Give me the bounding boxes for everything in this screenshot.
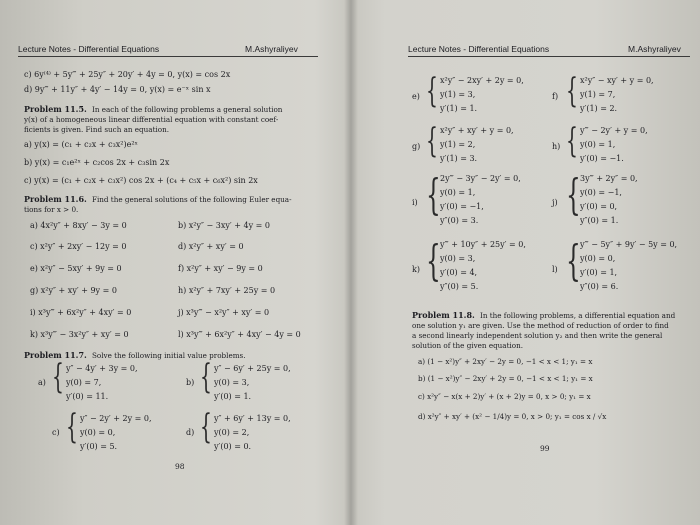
ivp-line: y′(0) = −1. — [580, 154, 624, 163]
ivp-label: d) — [186, 428, 195, 437]
p118-c: c) x²y″ − x(x + 2)y′ + (x + 2)y = 0, x > 0; y₁ = x — [418, 392, 591, 401]
ivp-line: y(0) = −1, — [580, 188, 622, 197]
ivp-label: l) — [552, 265, 558, 274]
right-page — [352, 0, 700, 525]
ivp-line: y(0) = 0, — [80, 428, 116, 437]
right-header-author: M.Ashyraliyev — [628, 44, 681, 54]
ivp-line: y″ − 4y′ + 3y = 0, — [66, 364, 138, 373]
euler-item: d) x²y″ + xy′ = 0 — [178, 242, 244, 251]
ivp-line: y′(0) = 1. — [214, 392, 252, 401]
page-number: 99 — [540, 444, 550, 453]
ivp-line: y′(0) = 5. — [80, 442, 118, 451]
p118-a: a) (1 − x²)y″ + 2xy′ − 2y = 0, −1 < x < 1; y₁ = x — [418, 357, 593, 366]
problem-11-5-text: y(x) of a homogeneous linear differential equation with constant coef- — [24, 115, 279, 124]
problem-11-8-text: one solution y₁ are given. Use the method of reduction of order to find — [412, 321, 669, 330]
brace-icon: { — [200, 357, 212, 397]
ivp-line: y‴ + 10y″ + 25y′ = 0, — [440, 240, 526, 249]
ivp-line: x²y″ + xy′ + y = 0, — [440, 126, 514, 135]
brace-icon: { — [566, 170, 581, 219]
ivp-line: y′(0) = 4, — [440, 268, 478, 277]
brace-icon: { — [426, 71, 438, 111]
ivp-line: y(0) = 3, — [440, 254, 476, 263]
problem-11-8-text: In the following problems, a differential equation and — [480, 311, 676, 320]
left-header-rule — [18, 56, 318, 57]
ivp-line: y″ − 2y′ + 2y = 0, — [80, 414, 152, 423]
ivp-line: y(1) = 3, — [440, 90, 476, 99]
problem-11-8-title: Problem 11.8. — [412, 310, 475, 320]
ivp-line: x²y″ − xy′ + y = 0, — [580, 76, 654, 85]
problem-11-5-text: In each of the following problems a general solution — [92, 105, 283, 114]
ivp-line: y′(1) = 2. — [580, 104, 618, 113]
euler-item: j) x³y‴ − x²y″ + xy′ = 0 — [178, 308, 270, 317]
ivp-label: i) — [412, 198, 418, 207]
left-header-title: Lecture Notes - Differential Equations — [18, 44, 160, 54]
ivp-label: k) — [412, 265, 420, 274]
ivp-line: y(0) = 2, — [214, 428, 250, 437]
right-header-rule — [408, 56, 690, 57]
ivp-line: y(0) = 1, — [440, 188, 476, 197]
ivp-line: y‴ − 2y′ + y = 0, — [580, 126, 648, 135]
ivp-line: y″ + 6y′ + 13y = 0, — [214, 414, 291, 423]
problem-11-6-text: tions for x > 0. — [24, 205, 79, 214]
ivp-line: 2y‴ − 3y″ − 2y′ = 0, — [440, 174, 521, 183]
p115-b: b) y(x) = c₁e²ˣ + c₂cos 2x + c₃sin 2x — [24, 158, 170, 167]
ivp-line: y′(0) = 0, — [580, 202, 618, 211]
euler-item: l) x³y‴ + 6x²y″ + 4xy′ − 4y = 0 — [178, 330, 301, 339]
brace-icon: { — [66, 407, 78, 447]
ivp-line: y(0) = 1, — [580, 140, 616, 149]
brace-icon: { — [566, 121, 578, 161]
p118-b: b) (1 − x²)y″ − 2xy′ + 2y = 0, −1 < x < 1; y₁ = x — [418, 374, 593, 383]
euler-item: f) x²y″ + xy′ − 9y = 0 — [178, 264, 263, 273]
problem-11-7-title: Problem 11.7. — [24, 350, 87, 360]
ivp-line: y′(0) = −1, — [440, 202, 484, 211]
ivp-line: y″(0) = 1. — [580, 216, 619, 225]
euler-item: e) x²y″ − 5xy′ + 9y = 0 — [30, 264, 122, 273]
ivp-line: y″(0) = 3. — [440, 216, 479, 225]
ivp-line: y′(1) = 3. — [440, 154, 478, 163]
euler-item: k) x³y‴ − 3x²y″ + xy′ = 0 — [30, 330, 129, 339]
ivp-label: g) — [412, 142, 421, 151]
ivp-line: y″(0) = 6. — [580, 282, 619, 291]
ivp-line: x²y″ − 2xy′ + 2y = 0, — [440, 76, 524, 85]
euler-item: c) x²y″ + 2xy′ − 12y = 0 — [30, 242, 127, 251]
ivp-line: y(0) = 7, — [66, 378, 102, 387]
brace-icon: { — [426, 121, 438, 161]
ivp-label: b) — [186, 378, 195, 387]
problem-11-6-title: Problem 11.6. — [24, 194, 87, 204]
ivp-label: c) — [52, 428, 60, 437]
problem-11-6-text: Find the general solutions of the following Euler equa- — [92, 195, 292, 204]
brace-icon: { — [566, 71, 578, 111]
problem-11-8-text: solution of the given equation. — [412, 341, 524, 350]
ivp-line: y″(0) = 5. — [440, 282, 479, 291]
brace-icon: { — [426, 170, 441, 219]
ivp-label: a) — [38, 378, 46, 387]
brace-icon: { — [426, 236, 441, 285]
ivp-line: y′(0) = 0. — [214, 442, 252, 451]
euler-item: h) x²y″ + 7xy′ + 25y = 0 — [178, 286, 276, 295]
ivp-label: h) — [552, 142, 561, 151]
ivp-label: f) — [552, 92, 559, 101]
ivp-line: y(0) = 0, — [580, 254, 616, 263]
ivp-line: y(1) = 2, — [440, 140, 476, 149]
p115-a: a) y(x) = (c₁ + c₂x + c₃x²)e²ˣ — [24, 140, 138, 149]
p115-c: c) y(x) = (c₁ + c₂x + c₃x²) cos 2x + (c₄ + c₅x + c₆x²) sin 2x — [24, 176, 258, 185]
p114-c: c) 6y⁽⁴⁾ + 5y‴ + 25y″ + 20y′ + 4y = 0, y(x) = cos 2x — [24, 70, 231, 79]
ivp-line: y(1) = 7, — [580, 90, 616, 99]
euler-item: i) x³y‴ + 6x²y″ + 4xy′ = 0 — [30, 308, 132, 317]
ivp-line: y′(1) = 1. — [440, 104, 478, 113]
brace-icon: { — [200, 407, 212, 447]
ivp-label: j) — [552, 198, 558, 207]
brace-icon: { — [566, 236, 581, 285]
ivp-line: 3y‴ + 2y″ = 0, — [580, 174, 638, 183]
right-header-title: Lecture Notes - Differential Equations — [408, 44, 550, 54]
page-number: 98 — [175, 462, 185, 471]
problem-11-5-title: Problem 11.5. — [24, 104, 87, 114]
ivp-label: e) — [412, 92, 420, 101]
ivp-line: y‴ − 5y″ + 9y′ − 5y = 0, — [580, 240, 678, 249]
problem-11-8-text: a second linearly independent solution y₂ and then write the general — [412, 331, 663, 340]
ivp-line: y″ − 6y′ + 25y = 0, — [214, 364, 291, 373]
ivp-line: y(0) = 3, — [214, 378, 250, 387]
euler-item: g) x²y″ + xy′ + 9y = 0 — [30, 286, 117, 295]
p114-d: d) 9y‴ + 11y″ + 4y′ − 14y = 0, y(x) = e⁻ˣ sin x — [24, 85, 211, 94]
problem-11-5-text: ficients is given. Find such an equation. — [24, 125, 169, 134]
ivp-line: y′(0) = 1, — [580, 268, 618, 277]
euler-item: b) x²y″ − 3xy′ + 4y = 0 — [178, 221, 271, 230]
euler-item: a) 4x²y″ + 8xy′ − 3y = 0 — [30, 221, 127, 230]
ivp-line: y′(0) = 11. — [66, 392, 109, 401]
left-header-author: M.Ashyraliyev — [245, 44, 298, 54]
p118-d: d) x²y″ + xy′ + (x² − 1/4)y = 0, x > 0; y₁ = cos x / √x — [418, 412, 607, 421]
brace-icon: { — [52, 357, 64, 397]
problem-11-7-text: Solve the following initial value problems. — [92, 351, 246, 360]
